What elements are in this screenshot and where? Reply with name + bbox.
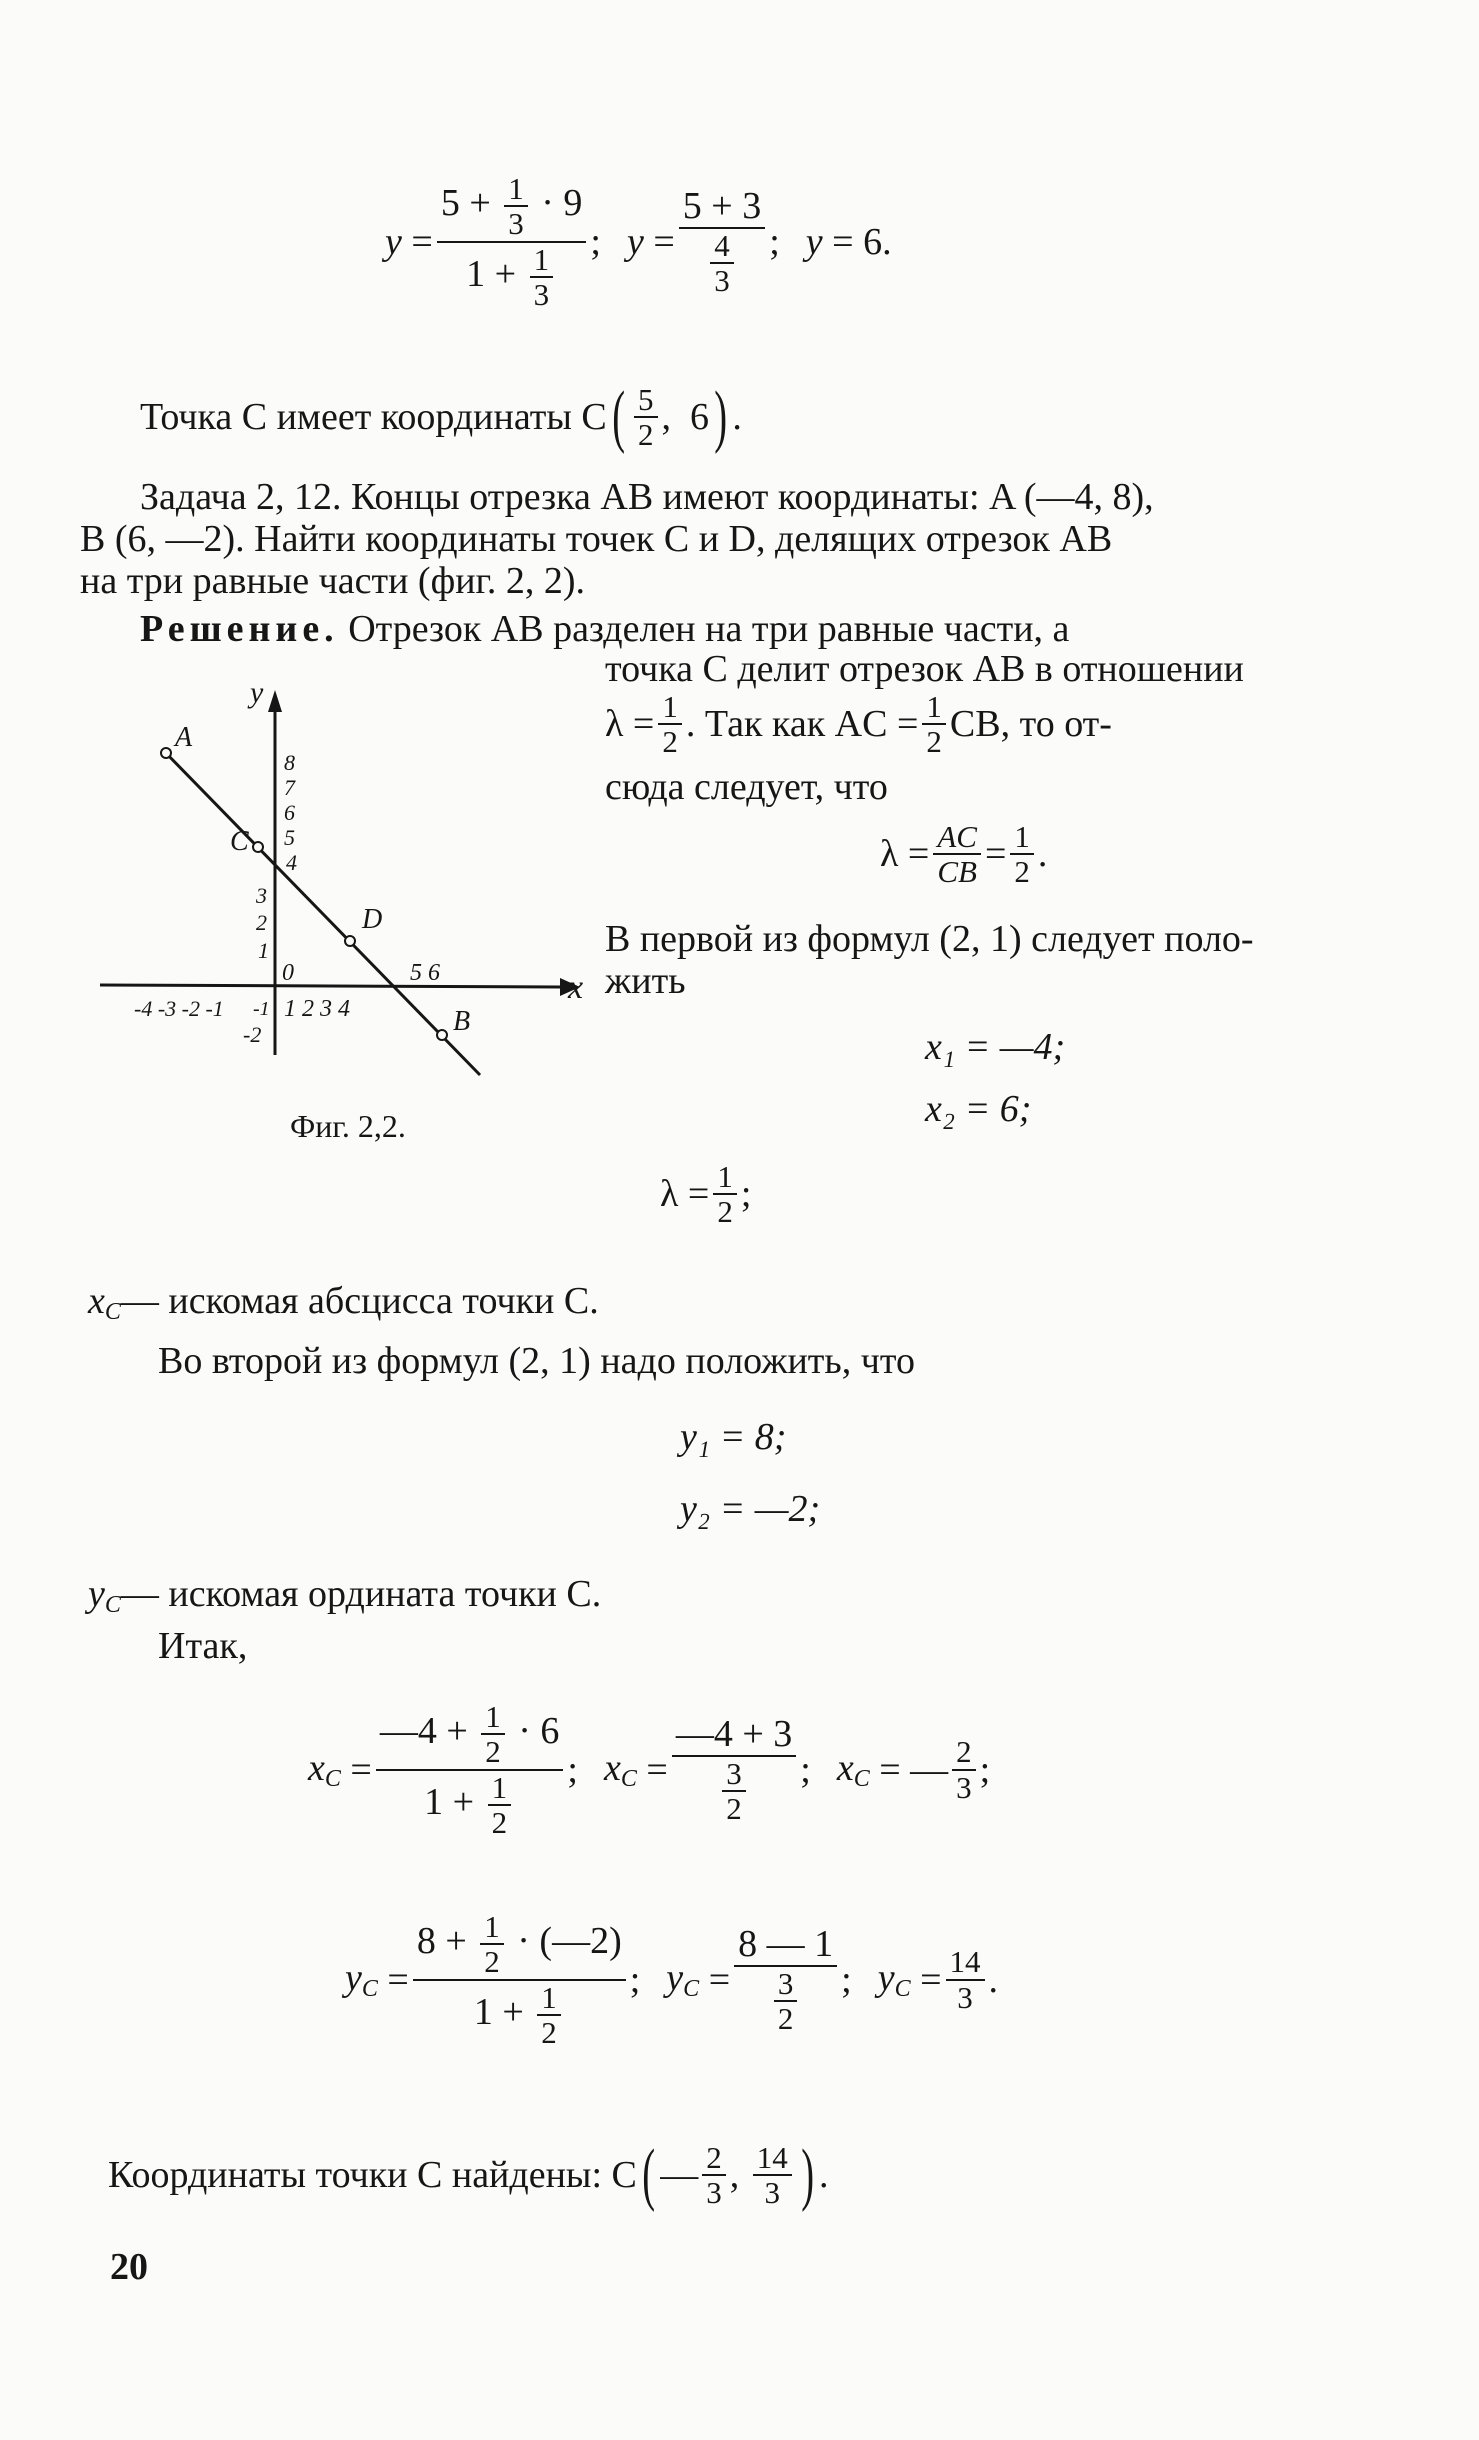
label-c: C (230, 826, 249, 857)
equals-sign: = (411, 220, 433, 263)
solution-line-1: Решение. Отрезок AB разделен на три равные части, а (140, 608, 1070, 650)
y-tick-3: 3 (256, 883, 267, 908)
problem-line-2: B (6, —2). Найти координаты точек C и D, делящих отрезок AB (80, 518, 1113, 560)
y-tick-neg1: -1 (253, 998, 270, 1020)
y-tick-1: 1 (258, 938, 269, 963)
xc-formula: $x_C$ = —4 + $\frac{1}{2}$ · 6 1 + $\frac{1}{2}$ ; $x_C$ = $\frac{—4 + 3}{\frac{3}{2}}$ ; $x_C$ = — $\frac{2}{3}$ ; (308, 1699, 991, 1841)
solution-line-4: сюда следует, что (605, 766, 888, 808)
y-var: y (385, 220, 402, 263)
segment-ab (163, 750, 480, 1075)
x-ticks-pos: 1 2 3 4 (284, 996, 350, 1022)
page-number: 20 (110, 2246, 148, 2288)
lambda-half: λ = $\frac{1}{2}$ ; (660, 1159, 752, 1230)
label-x: x (568, 969, 584, 1006)
y2-value: y₂ = —2; (680, 1488, 821, 1530)
xc-line: $x_C—$ искомая абсцисса точки C. (88, 1280, 599, 1325)
point-c-dot (253, 842, 263, 852)
x2-value: x₂ = 6; (925, 1088, 1032, 1130)
figure-2-2 (80, 660, 600, 1080)
point-b-dot (437, 1030, 447, 1040)
y-tick-neg2: -2 (243, 1022, 262, 1047)
x1-value: x₁ = —4; (925, 1026, 1066, 1068)
first-formula-line-2: жить (605, 960, 686, 1002)
y-tick-8: 8 (284, 750, 295, 775)
yc-line: $y_C—$ искомая ордината точки C. (88, 1573, 602, 1618)
problem-line-1: Задача 2, 12. Концы отрезка AB имеют координаты: A (—4, 8), (140, 476, 1154, 518)
x-ticks-far: 5 6 (410, 960, 440, 986)
solution-word: Решение. (140, 608, 339, 650)
lambda-ratio: λ = $\frac{AC}{CB}$ = $\frac{1}{2}$ . (880, 819, 1048, 890)
y-tick-7: 7 (284, 775, 295, 800)
y-tick-4: 4 (286, 850, 297, 875)
y-axis-arrow (268, 690, 282, 712)
yc-formula: $y_C$ = 8 + $\frac{1}{2}$ · (—2) 1 + $\frac{1}{2}$ ; $y_C$ = $\frac{8 — 1}{\frac{3}{2}}$ ; $y_C$ = $\frac{14}{3}$ . (345, 1909, 999, 2051)
y-tick-5: 5 (284, 825, 295, 850)
label-origin: 0 (282, 960, 294, 986)
point-d-dot (345, 936, 355, 946)
top-formula: y = 5 + $\frac{1}{3}$ · 9 1 + $\frac{1}{3}$ ; y = $\frac{5 + 3}{\frac{4}{3}}$ ; y = 6. (385, 171, 892, 313)
first-formula-line-1: В первой из формул (2, 1) следует поло- (605, 918, 1254, 960)
label-a: A (175, 722, 193, 753)
figure-caption: Фиг. 2,2. (290, 1108, 406, 1144)
x-axis (100, 985, 560, 987)
x-ticks-neg: -4 -3 -2 -1 (134, 996, 224, 1021)
solution-line-3: λ = $\frac{1}{2}$ . Так как AC = $\frac{1}{2}$ CB, то от- (605, 689, 1112, 760)
y-tick-6: 6 (284, 800, 295, 825)
label-d: D (362, 904, 383, 935)
y1-value: y₁ = 8; (680, 1416, 787, 1458)
solution-line-2: точка C делит отрезок AB в отношении (605, 648, 1244, 690)
label-y: y (250, 676, 264, 709)
problem-line-3: на три равные части (фиг. 2, 2). (80, 560, 586, 602)
fraction-2: $\frac{5 + 3}{\frac{4}{3}}$ (679, 186, 765, 298)
itak-line: Итак, (158, 1625, 248, 1667)
point-a-dot (161, 748, 171, 758)
y-tick-2: 2 (256, 910, 267, 935)
fraction-1: 5 + $\frac{1}{3}$ · 9 1 + $\frac{1}{3}$ (437, 172, 587, 312)
label-b: B (453, 1006, 471, 1037)
point-c-line: Точка C имеет координаты C ( $\frac{5}{2}$ , 6 ) . (140, 378, 742, 455)
second-formula-line: Во второй из формул (2, 1) надо положить, что (158, 1340, 915, 1382)
point-c-text: Точка C имеет координаты C (140, 396, 607, 438)
final-line: Координаты точки C найдены: C ( — $\frac{2}{3}$ , $\frac{14}{3}$ ) . (108, 2136, 829, 2213)
